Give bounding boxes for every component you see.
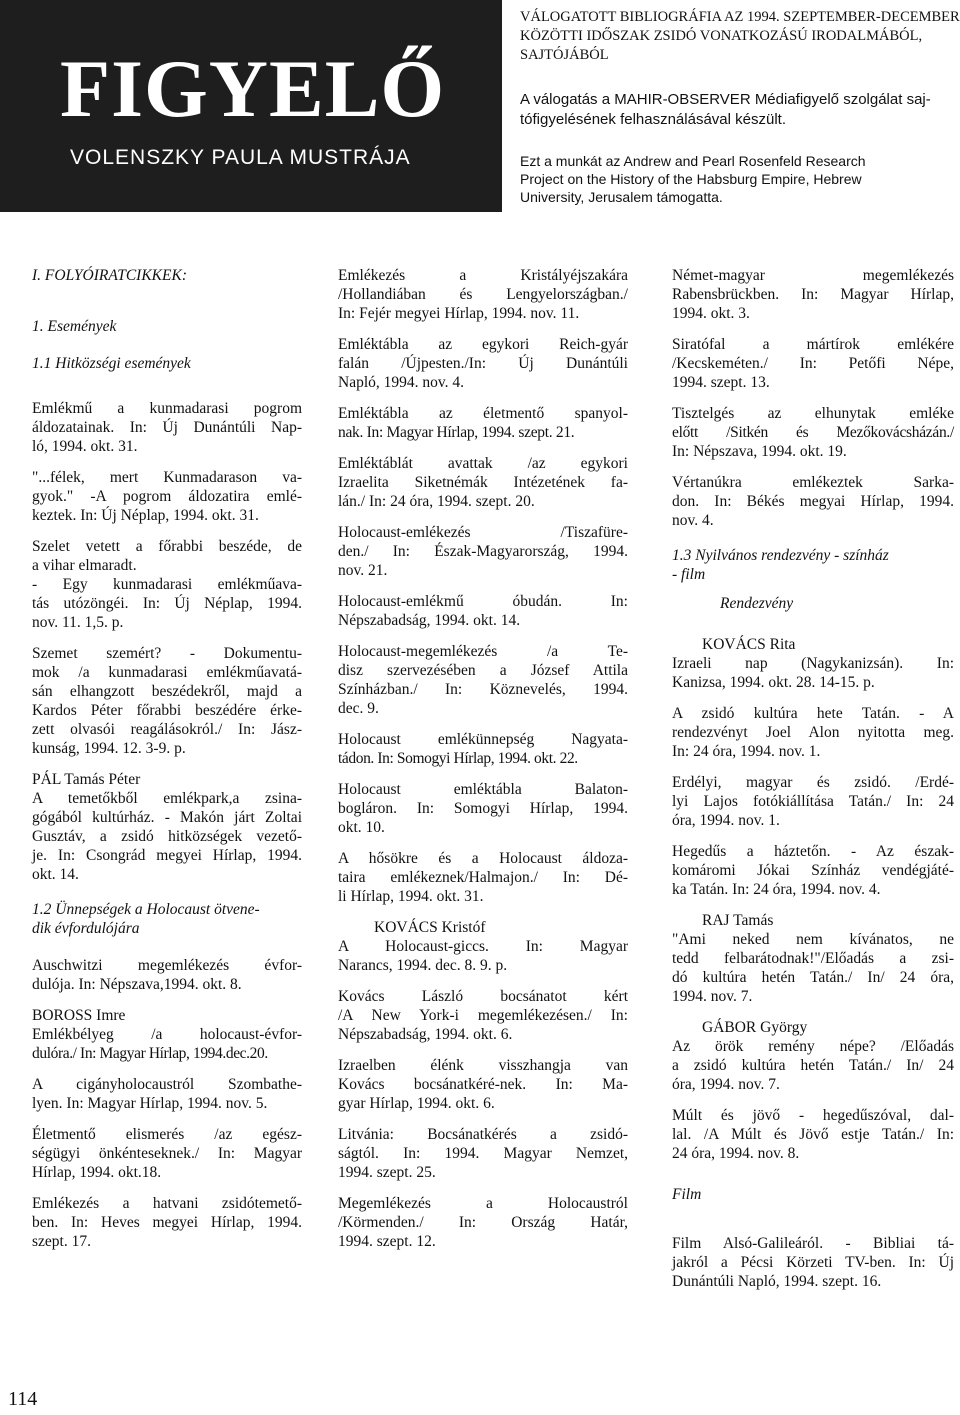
bibliography-entry bbox=[672, 911, 954, 1006]
entry-line: Izraelben élénk visszhangja van bbox=[338, 1057, 628, 1074]
note-line: tófigyelésének felhasználásával készült. bbox=[520, 110, 786, 128]
bibliography-entry bbox=[338, 780, 628, 837]
entry-line: nov. 4. bbox=[672, 512, 714, 529]
bibliography-entry bbox=[338, 1194, 628, 1251]
entry-line: Emlékbélyeg /a holocaust-évfor- bbox=[32, 1026, 302, 1043]
entry-line: Kardos Péter főrabbi beszédére érke- bbox=[32, 702, 302, 719]
note-line: University, Jerusalem támogatta. bbox=[520, 189, 723, 206]
bibliography-entry bbox=[672, 842, 954, 899]
note-line: Project on the History of the Habsburg Empire, Hebrew bbox=[520, 171, 862, 188]
entry-line: "Ami neked nem kívánatos, ne bbox=[672, 931, 954, 948]
entry-line: 1994. szept. 13. bbox=[672, 374, 770, 391]
title-line: KÖZÖTTI IDŐSZAK ZSIDÓ VONATKOZÁSÚ IRODALMÁBÓL, bbox=[520, 27, 923, 44]
entry-line: gyar Hírlap, 1994. okt. 6. bbox=[338, 1095, 495, 1112]
bibliography-entry bbox=[338, 987, 628, 1044]
entry-line: keztek. In: Új Néplap, 1994. okt. 31. bbox=[32, 507, 259, 524]
bibliography-entry bbox=[32, 1125, 302, 1182]
bibliography-entry bbox=[672, 473, 954, 530]
entry-line: kunság, 1994. 12. 3-9. p. bbox=[32, 740, 186, 757]
entry-line: gyok." -A pogrom áldozatira emlé- bbox=[32, 488, 302, 505]
bibliography-entry bbox=[32, 644, 302, 758]
entry-line: a vihar elmaradt. bbox=[32, 557, 137, 574]
title-line: VÁLOGATOTT BIBLIOGRÁFIA AZ 1994. SZEPTEMBER-DECEMBER bbox=[520, 9, 960, 25]
bibliography-entry bbox=[338, 404, 628, 442]
entry-line: In: 24 óra, 1994. nov. 1. bbox=[672, 743, 821, 760]
entry-line: Erdélyi, magyar és zsidó. /Erdé- bbox=[672, 774, 954, 791]
subsection-heading bbox=[32, 900, 302, 938]
bibliography-entry bbox=[32, 575, 302, 632]
bibliography-entry bbox=[672, 635, 954, 692]
entry-line: Szelet vetett a főrabbi beszéde, de bbox=[32, 538, 302, 555]
entry-line: Holocaust-megemlékezés /a Te- bbox=[338, 643, 628, 660]
entry-line: A zsidó kultúra hete Tatán. - A bbox=[672, 705, 954, 722]
entry-line: Múlt és jövő - hegedűszóval, dal- bbox=[672, 1107, 954, 1124]
entry-line: lal. /A Múlt és Jövő estje Tatán./ In: bbox=[672, 1126, 954, 1143]
entry-line: okt. 14. bbox=[32, 866, 79, 883]
page-number: 114 bbox=[8, 1388, 38, 1410]
entry-line: Népszabadság, 1994. okt. 6. bbox=[338, 1026, 513, 1043]
column-3 bbox=[672, 266, 954, 1303]
entry-line: disz szervezésében a József Attila bbox=[338, 662, 628, 679]
bibliography-entry bbox=[338, 849, 628, 906]
note-line: A válogatás a MAHIR-OBSERVER Médiafigyelő szolgálat saj- bbox=[520, 91, 931, 108]
bibliography-entry bbox=[338, 642, 628, 718]
entry-line: tás utózöngéi. In: Új Néplap, 1994. bbox=[32, 595, 302, 612]
entry-line: je. In: Csongrád megyei Hírlap, 1994. bbox=[32, 847, 302, 864]
entry-line: Narancs, 1994. dec. 8. 9. p. bbox=[338, 957, 508, 974]
entry-line: óra, 1994. nov. 1. bbox=[672, 812, 780, 829]
entry-line: dec. 9. bbox=[338, 700, 379, 717]
bibliography-entry bbox=[338, 918, 628, 975]
entry-line: 1994. okt. 3. bbox=[672, 305, 750, 322]
entry-line: dulóra./ In: Magyar Hírlap, 1994.dec.20. bbox=[32, 1045, 268, 1062]
entry-line: A Holocaust-giccs. In: Magyar bbox=[338, 938, 628, 955]
bibliography-entry bbox=[672, 1106, 954, 1163]
note-line: Ezt a munkát az Andrew and Pearl Rosenfeld Research bbox=[520, 153, 866, 169]
heading-line: - film bbox=[672, 566, 706, 583]
entry-line: Kovács László bocsánatot kért bbox=[338, 988, 628, 1005]
entry-line: A hősökre és a Holocaust áldoza- bbox=[338, 850, 628, 867]
section-heading: I. FOLYÓIRATCIKKEK: bbox=[32, 267, 187, 284]
bibliography-entry bbox=[32, 537, 302, 575]
entry-line: Tisztelgés az elhunytak emléke bbox=[672, 405, 954, 422]
entry-line: /Hollandiában és Lengyelországban./ bbox=[338, 286, 628, 303]
entry-line: sán elhangzott beszédekről, majd a bbox=[32, 683, 302, 700]
entry-line: ka Tatán. In: 24 óra, 1994. nov. 4. bbox=[672, 881, 881, 898]
bibliography-entry bbox=[338, 1125, 628, 1182]
entry-line: szept. 17. bbox=[32, 1233, 91, 1250]
entry-line: 1994. nov. 7. bbox=[672, 988, 753, 1005]
bibliography-entry bbox=[32, 1194, 302, 1251]
entry-line: lyi Lajos fotókiállítása Tatán./ In: 24 bbox=[672, 793, 954, 810]
entry-line: "...félek, mert Kunmadarason va- bbox=[32, 469, 302, 486]
category-heading: Film bbox=[672, 1186, 702, 1203]
entry-line: Emléktábla az életmentő spanyol- bbox=[338, 405, 628, 422]
bibliography-entry bbox=[338, 1056, 628, 1113]
bibliography-entry bbox=[32, 468, 302, 525]
entry-line: Emléktáblát avattak /az egykori bbox=[338, 455, 628, 472]
bibliography-entry bbox=[32, 770, 302, 884]
entry-line: ben. In: Heves megyei Hírlap, 1994. bbox=[32, 1214, 302, 1231]
entry-line: /Kecskeméten./ In: Petőfi Népe, bbox=[672, 355, 954, 372]
entry-line: Holocaust emléktábla Balaton- bbox=[338, 781, 628, 798]
support-note bbox=[520, 152, 955, 207]
bibliography-entry bbox=[338, 523, 628, 580]
entry-line: Kovács bocsánatkéré-nek. In: Ma- bbox=[338, 1076, 628, 1093]
bibliography-entry bbox=[32, 399, 302, 456]
entry-line: áldozatainak. In: Új Dunántúli Nap- bbox=[32, 419, 302, 436]
heading-line: 1.3 Nyilvános rendezvény - színház bbox=[672, 547, 889, 564]
entry-line: In: Népszava, 1994. okt. 19. bbox=[672, 443, 847, 460]
column-1 bbox=[32, 266, 302, 1263]
bibliography-entry bbox=[672, 1018, 954, 1094]
entry-line: nov. 21. bbox=[338, 562, 388, 579]
entry-line: Holocaust-emlékmű óbudán. In: bbox=[338, 593, 628, 610]
entry-line: Megemlékezés a Holocaustról bbox=[338, 1195, 628, 1212]
title-line: SAJTÓJÁBÓL bbox=[520, 46, 609, 63]
entry-line: Szemet szemért? - Dokumentu- bbox=[32, 645, 302, 662]
subsection-heading bbox=[672, 546, 954, 584]
entry-line: Hírlap, 1994. okt.18. bbox=[32, 1164, 162, 1181]
entry-line: Dunántúli Napló, 1994. szept. 16. bbox=[672, 1273, 882, 1290]
entry-line: 1994. szept. 12. bbox=[338, 1233, 436, 1250]
entry-line: taira emlékeznek/Halmajon./ In: Dé- bbox=[338, 869, 628, 886]
entry-line: - Egy kunmadarasi emlékműava- bbox=[32, 576, 302, 593]
entry-line: Német-magyar megemlékezés bbox=[672, 267, 954, 284]
entry-line: In: Fejér megyei Hírlap, 1994. nov. 11. bbox=[338, 305, 580, 322]
entry-line: Izraeli nap (Nagykanizsán). In: bbox=[672, 655, 954, 672]
entry-author: GÁBOR György bbox=[702, 1019, 808, 1036]
entry-line: /Körmenden./ In: Ország Határ, bbox=[338, 1214, 628, 1231]
masthead-logo: FIGYELŐ bbox=[60, 43, 446, 134]
entry-line: dulója. In: Népszava,1994. okt. 8. bbox=[32, 976, 242, 993]
bibliography-title bbox=[520, 8, 960, 65]
bibliography-entry bbox=[338, 592, 628, 630]
entry-line: 24 óra, 1994. nov. 8. bbox=[672, 1145, 800, 1162]
entry-line: nak. In: Magyar Hírlap, 1994. szept. 21. bbox=[338, 424, 575, 441]
entry-line: ságtól. In: 1994. Magyar Nemzet, bbox=[338, 1145, 628, 1162]
entry-line: A temetőkből emlékpark,a zsina- bbox=[32, 790, 302, 807]
entry-line: Hegedűs a háztetőn. - Az észak- bbox=[672, 843, 954, 860]
bibliography-entry bbox=[672, 1234, 954, 1291]
entry-line: don. In: Békés megyai Hírlap, 1994. bbox=[672, 493, 954, 510]
entry-author: RAJ Tamás bbox=[702, 912, 774, 929]
entry-line: Népszabadság, 1994. okt. 14. bbox=[338, 612, 521, 629]
bibliography-entry bbox=[32, 956, 302, 994]
entry-line: jakról a Pécsi Körzeti TV-ben. In: Új bbox=[672, 1254, 954, 1271]
entry-line: dó kultúra hetén Tatán./ In/ 24 óra, bbox=[672, 969, 954, 986]
bibliography-entry bbox=[672, 773, 954, 830]
entry-line: bogláron. In: Somogyi Hírlap, 1994. bbox=[338, 800, 628, 817]
source-note bbox=[520, 90, 955, 129]
entry-line: tedd felbarátodnak!"/Előadás a zsi- bbox=[672, 950, 954, 967]
entry-line: Rabensbrückben. In: Magyar Hírlap, bbox=[672, 286, 954, 303]
entry-line: Gusztáv, a zsidó hitközségek vezető- bbox=[32, 828, 302, 845]
entry-author: BOROSS Imre bbox=[32, 1007, 126, 1024]
entry-line: Kanizsa, 1994. okt. 28. 14-15. p. bbox=[672, 674, 875, 691]
bibliography-entry bbox=[672, 335, 954, 392]
entry-line: Életmentő elismerés /az egész- bbox=[32, 1126, 302, 1143]
heading-line: 1.2 Ünnepségek a Holocaust ötvene- bbox=[32, 901, 260, 918]
entry-line: Emléktábla az egykori Reich-gyár bbox=[338, 336, 628, 353]
bibliography-entry bbox=[672, 704, 954, 761]
entry-author: PÁL Tamás Péter bbox=[32, 771, 141, 788]
entry-line: den./ In: Észak-Magyarország, 1994. bbox=[338, 543, 628, 560]
entry-line: Emlékezés a Kristályéjszakára bbox=[338, 267, 628, 284]
entry-line: tádon. In: Somogyi Hírlap, 1994. okt. 22. bbox=[338, 750, 578, 767]
entry-line: nov. 11. 1,5. p. bbox=[32, 614, 124, 631]
bibliography-entry bbox=[338, 335, 628, 392]
entry-line: gógából kultúrház. - Makón járt Zoltai bbox=[32, 809, 302, 826]
entry-line: Emlékezés a hatvani zsidótemető- bbox=[32, 1195, 302, 1212]
bibliography-entry bbox=[338, 454, 628, 511]
entry-line: Emlékmű a kunmadarasi pogrom bbox=[32, 400, 302, 417]
entry-line: Holocaust-emlékezés /Tiszafüre- bbox=[338, 524, 628, 541]
subsection-heading: 1.1 Hitközségi események bbox=[32, 355, 191, 372]
entry-line: Izraelita Siketnémák Intézetének fa- bbox=[338, 474, 628, 491]
entry-line: rendezvényt Joel Alon nyitotta meg. bbox=[672, 724, 954, 741]
entry-line: falán /Újpesten./In: Új Dunántúli bbox=[338, 355, 628, 372]
bibliography-entry bbox=[338, 266, 628, 323]
entry-line: /A New York-i megemlékezésen./ In: bbox=[338, 1007, 628, 1024]
entry-author: KOVÁCS Rita bbox=[702, 636, 796, 653]
entry-line: ségügyi önkénteseknek./ In: Magyar bbox=[32, 1145, 302, 1162]
entry-line: a zsidó kultúra hetén Tatán./ In/ 24 bbox=[672, 1057, 954, 1074]
masthead bbox=[0, 0, 502, 212]
entry-line: óra, 1994. nov. 7. bbox=[672, 1076, 780, 1093]
entry-line: lyen. In: Magyar Hírlap, 1994. nov. 5. bbox=[32, 1095, 268, 1112]
entry-line: Auschwitzi megemlékezés évfor- bbox=[32, 957, 302, 974]
category-heading: Rendezvény bbox=[720, 595, 794, 612]
entry-line: A cigányholocaustról Szombathe- bbox=[32, 1076, 302, 1093]
entry-line: lán./ In: 24 óra, 1994. szept. 20. bbox=[338, 493, 535, 510]
entry-line: Film Alsó-Galileáról. - Bibliai tá- bbox=[672, 1235, 954, 1252]
entry-line: előtt /Sitkén és Mezőkovácsházán./ bbox=[672, 424, 954, 441]
bibliography-entry bbox=[32, 1006, 302, 1063]
heading-line: dik évfordulójára bbox=[32, 920, 140, 937]
entry-line: 1994. szept. 25. bbox=[338, 1164, 436, 1181]
entry-line: mok /a kunmadarasi emlékműavatá- bbox=[32, 664, 302, 681]
bibliography-entry bbox=[338, 730, 628, 768]
entry-line: Az örök remény népe? /Előadás bbox=[672, 1038, 954, 1055]
entry-line: Siratófal a mártírok emlékére bbox=[672, 336, 954, 353]
bibliography-entry bbox=[672, 266, 954, 323]
entry-line: Napló, 1994. nov. 4. bbox=[338, 374, 464, 391]
entry-line: ló, 1994. okt. 31. bbox=[32, 438, 138, 455]
entry-line: zett olvasói reagálásokról./ In: Jász- bbox=[32, 721, 302, 738]
entry-line: Színházban./ In: Köznevelés, 1994. bbox=[338, 681, 628, 698]
subsection-heading: 1. Események bbox=[32, 318, 117, 335]
entry-line: Vértanúkra emlékeztek Sarka- bbox=[672, 474, 954, 491]
bibliography-entry bbox=[672, 404, 954, 461]
entry-line: Litvánia: Bocsánatkérés a zsidó- bbox=[338, 1126, 628, 1143]
entry-line: Holocaust emlékünnepség Nagyata- bbox=[338, 731, 628, 748]
masthead-subtitle: VOLENSZKY PAULA MUSTRÁJA bbox=[70, 146, 411, 169]
entry-author: KOVÁCS Kristóf bbox=[374, 919, 486, 936]
entry-line: okt. 10. bbox=[338, 819, 385, 836]
entry-line: komáromi Jókai Színház vendégjáté- bbox=[672, 862, 954, 879]
bibliography-entry bbox=[32, 1075, 302, 1113]
column-2 bbox=[338, 266, 628, 1263]
entry-line: li Hírlap, 1994. okt. 31. bbox=[338, 888, 484, 905]
